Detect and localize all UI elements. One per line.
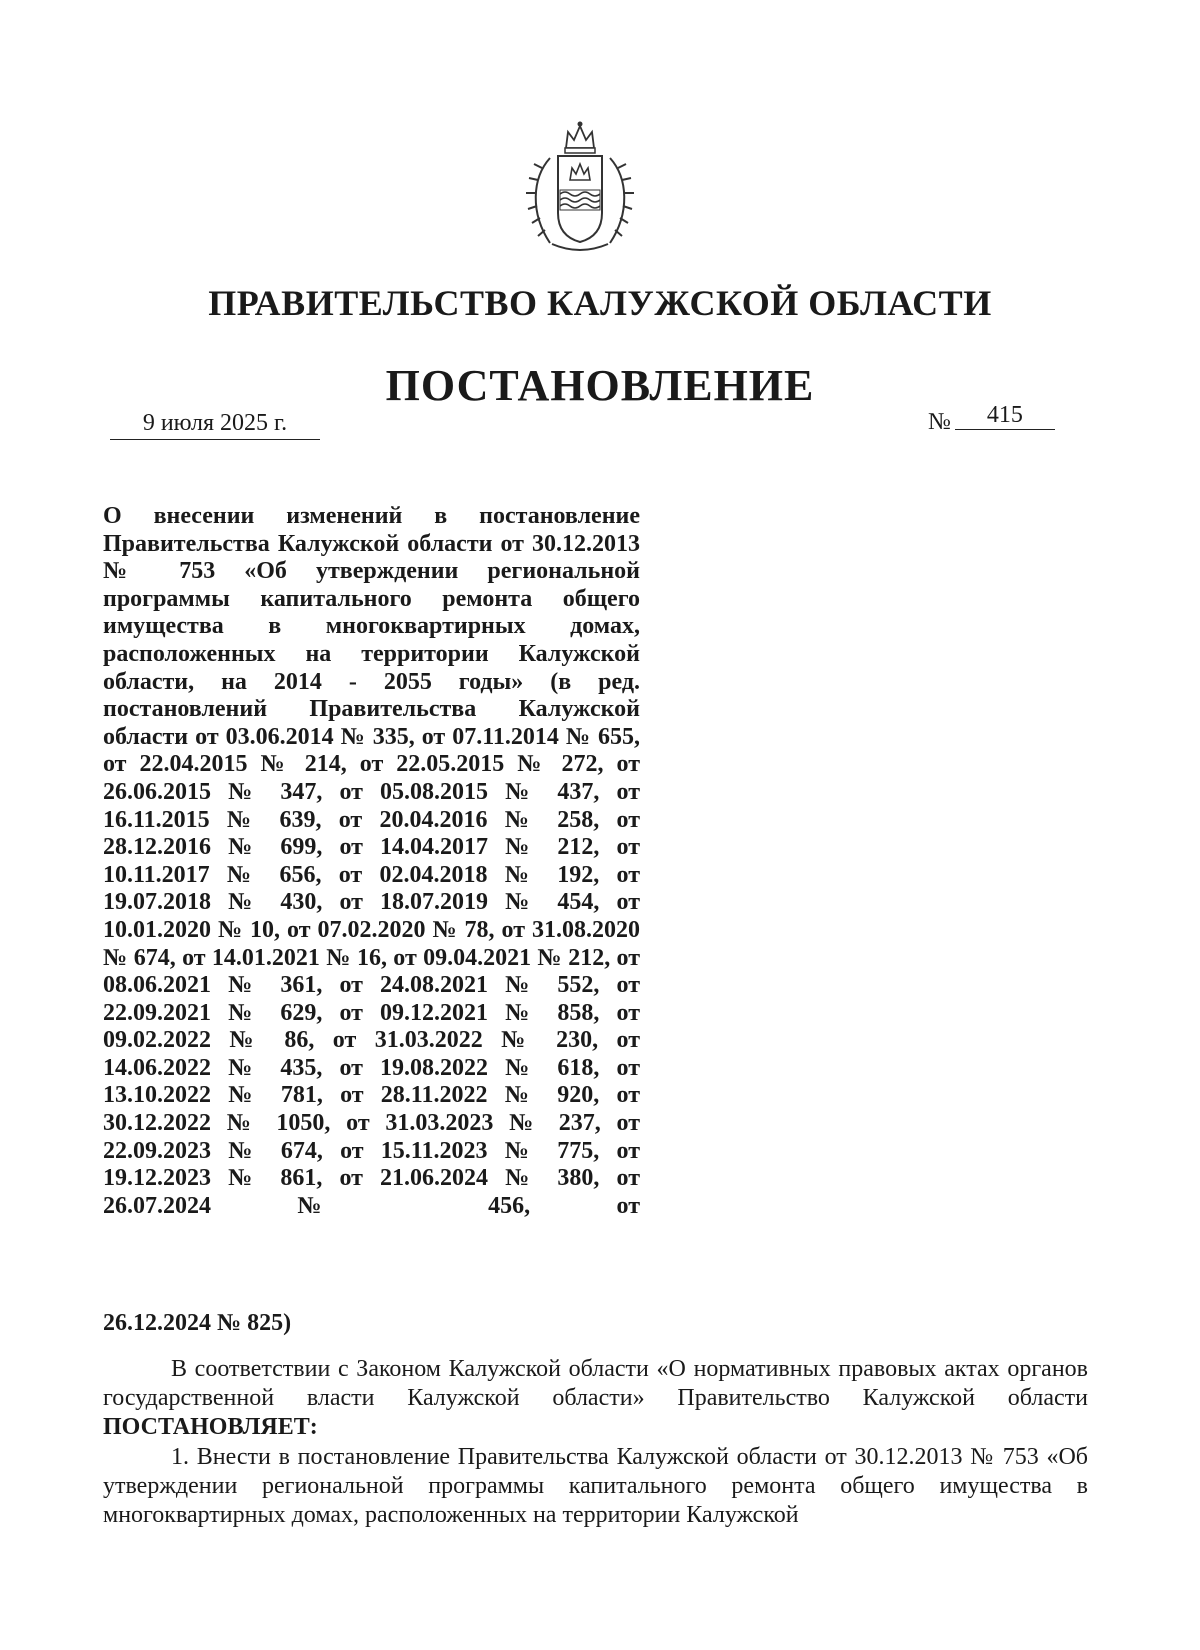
document-subject-last-line: 26.12.2024 № 825) [103, 1310, 292, 1336]
document-subject: О внесении изменений в постановление Правительства Калужской области от 30.12.2013 № 753 «Об утверждении региональной программы капитального ремонта общего имущества в многоквартирных домах, расположенных на территории Калужской области, на 2014 - 2055 годы» (в ред. постановлений Правительства Калужской области от 03.06.2014 № 335, от 07.11.2014 № 655, от 22.04.2015 № 214, от 22.05.2015 № 272, от 26.06.2015 № 347, от 05.08.2015 № 437, от 16.11.2015 № 639, от 20.04.2016 № 258, от 28.12.2016 № 699, от 14.04.2017 № 212, от 10.11.2017 № 656, от 02.04.2018 № 192, от 19.07.2018 № 430, от 18.07.2019 № 454, от 10.01.2020 № 10, от 07.02.2020 № 78, от 31.08.2020 № 674, от 14.01.2021 № 16, от 09.04.2021 № 212, от 08.06.2021 № 361, от 24.08.2021 № 552, от 22.09.2021 № 629, от 09.12.2021 № 858, от 09.02.2022 № 86, от 31.03.2022 № 230, от 14.06.2022 № 435, от 19.08.2022 № 618, от 13.10.2022 № 781, от 28.11.2022 № 920, от 30.12.2022 № 1050, от 31.03.2023 № 237, от 22.09.2023 № 674, от 15.11.2023 № 775, от 19.12.2023 № 861, от 21.06.2024 № 380, от 26.07.2024 № 456, от [103, 503, 640, 1219]
document-date: 9 июля 2025 г. [110, 410, 320, 440]
preamble-paragraph [103, 1355, 1088, 1442]
resolves-keyword: ПОСТАНОВЛЯЕТ: [103, 1414, 318, 1440]
document-type-title: ПОСТАНОВЛЕНИЕ [385, 361, 815, 410]
document-number [928, 402, 1055, 436]
number-value: 415 [955, 402, 1055, 430]
clause-1-paragraph: 1. Внести в постановление Правительства Калужской области от 30.12.2013 № 753 «Об утверждении региональной программы капитального ремонта общего имущества в многоквартирных домах, расположенных на территории Калужской [103, 1444, 1088, 1528]
number-label: № [928, 409, 951, 435]
government-title: ПРАВИТЕЛЬСТВО КАЛУЖСКОЙ ОБЛАСТИ [208, 283, 992, 323]
preamble-text: В соответствии с Законом Калужской области «О нормативных правовых актах органов государственной власти Калужской области» Правительство Калужской области [103, 1356, 1088, 1411]
kaluga-coat-of-arms-icon [520, 118, 640, 258]
